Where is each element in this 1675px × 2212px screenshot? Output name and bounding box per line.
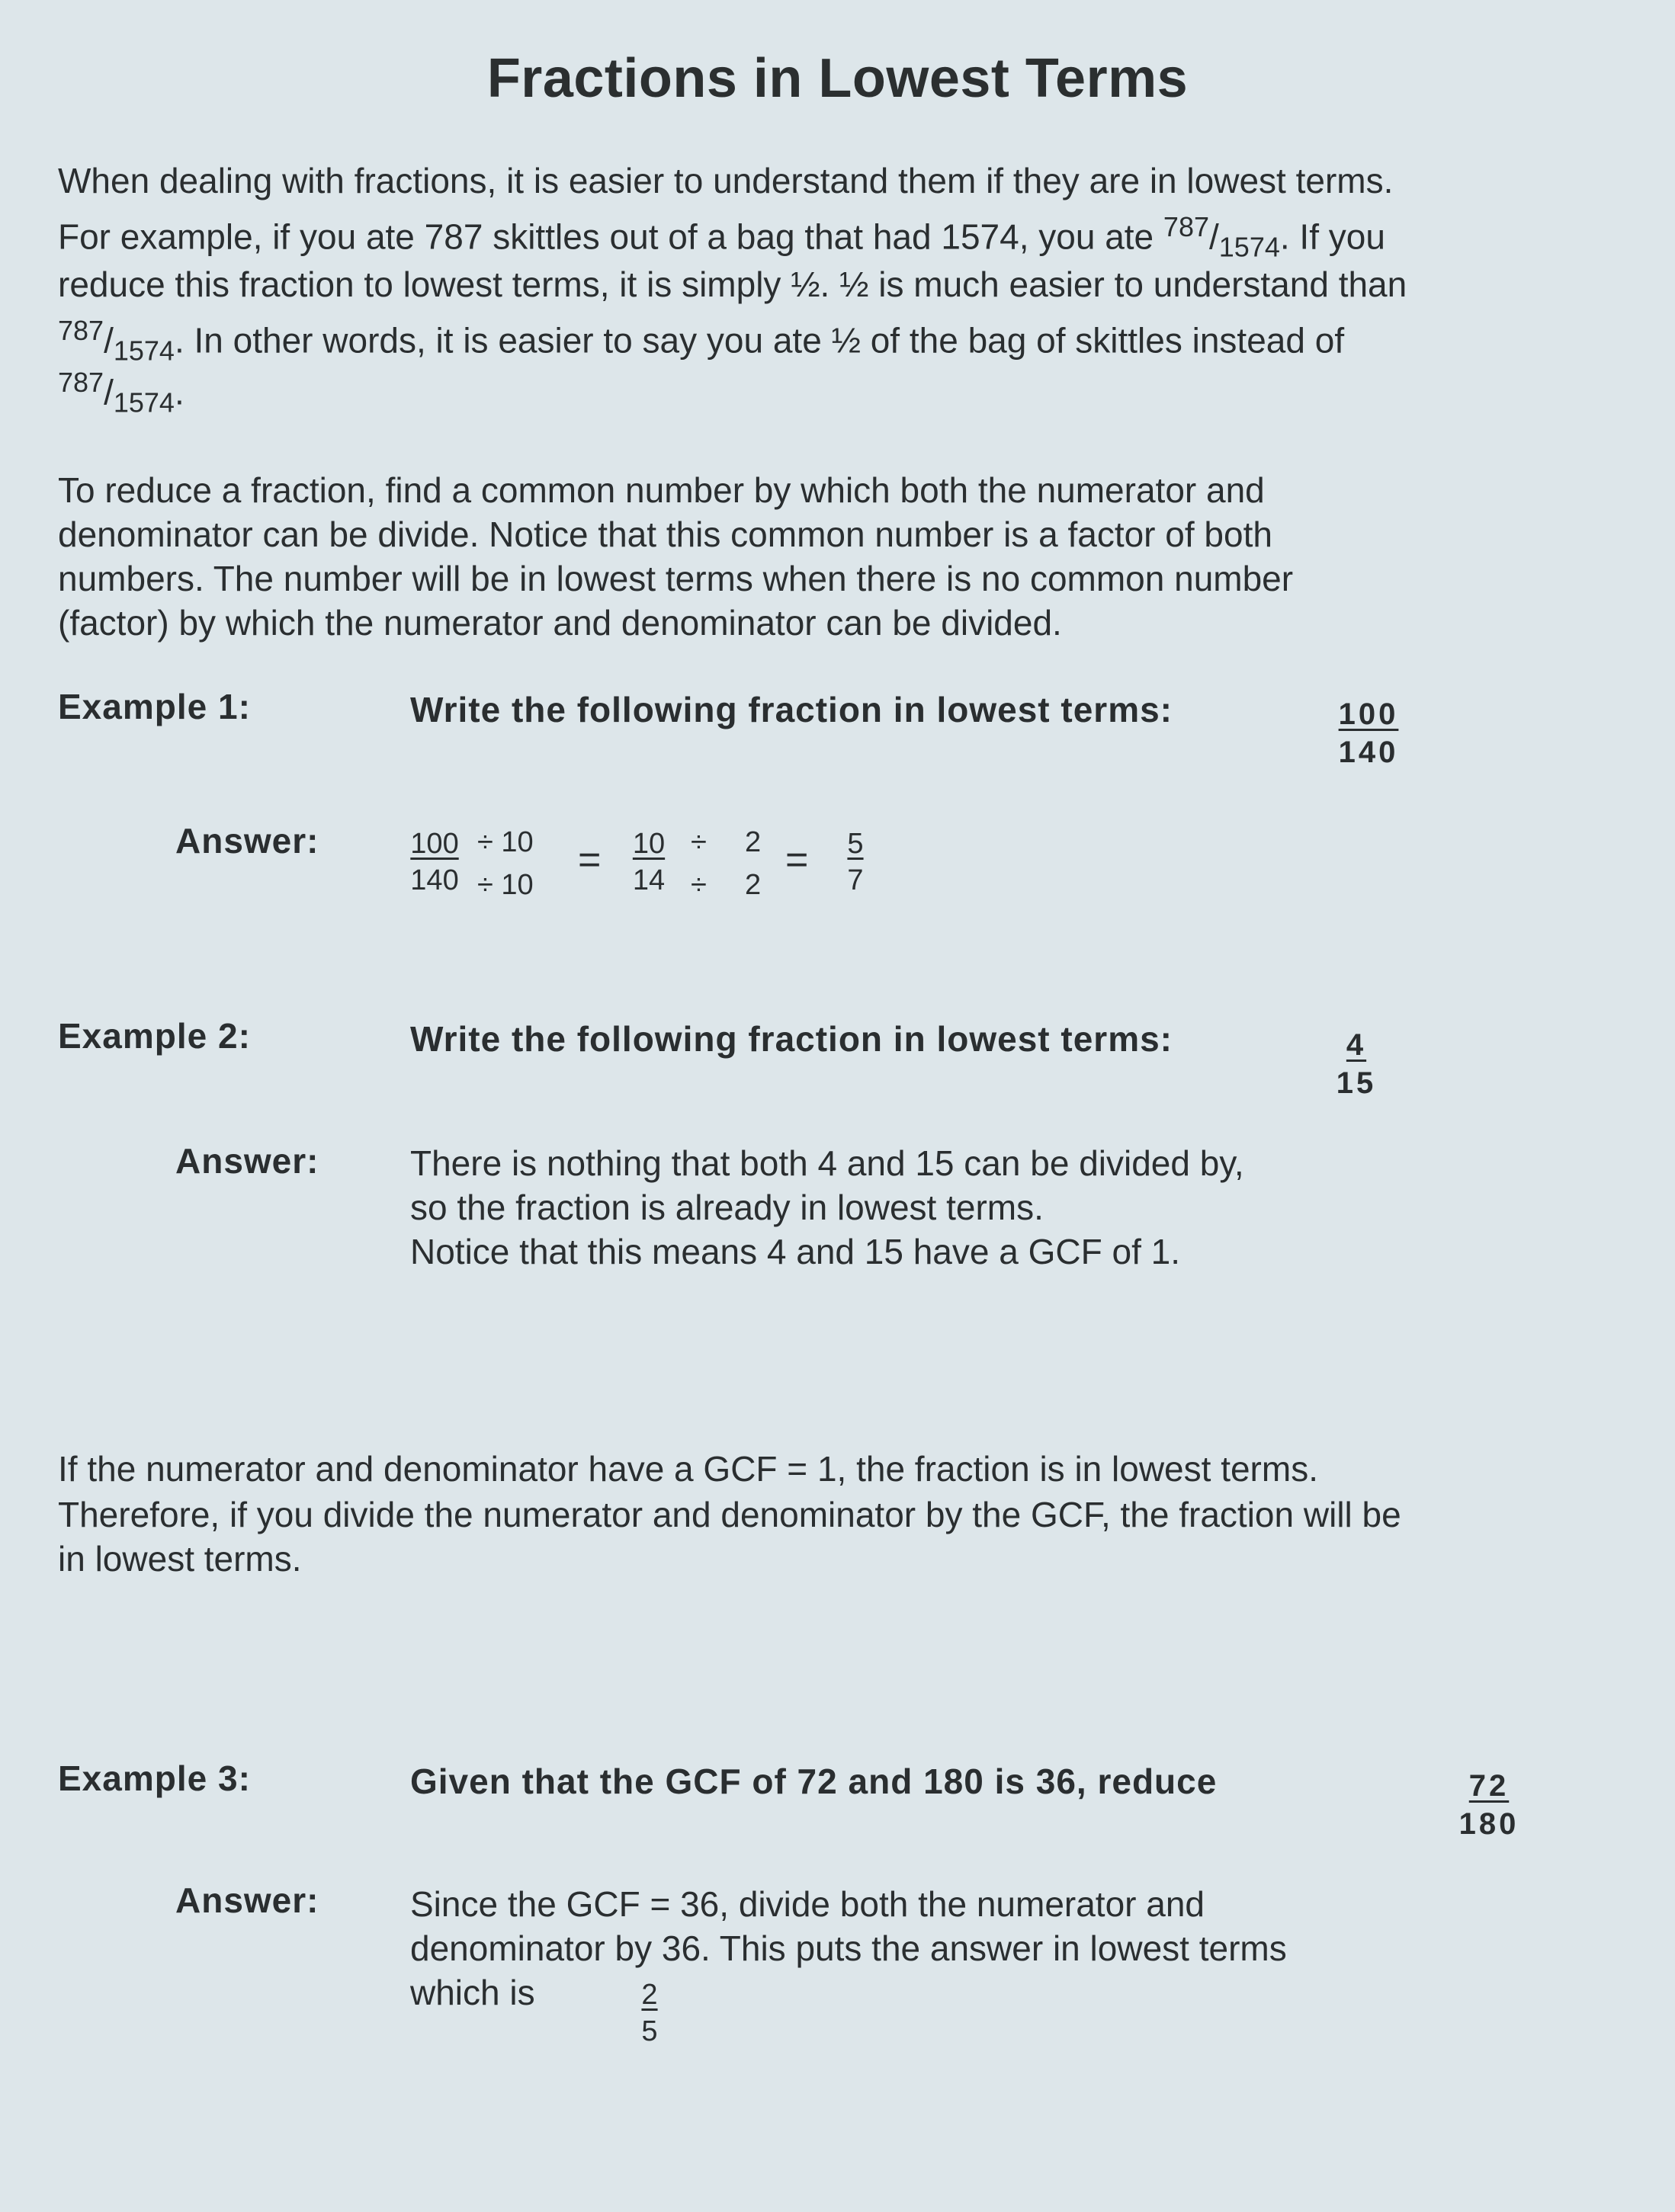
intro-line-4-slash: / <box>104 320 114 361</box>
example-2-answer-line-3: Notice that this means 4 and 15 have a GCF of 1. <box>410 1232 1181 1271</box>
intro-line-5-denominator: 1574 <box>113 386 175 418</box>
example-1-prompt: Write the following fraction in lowest terms: <box>410 690 1173 729</box>
example-1-result-fraction <box>840 826 871 899</box>
example-1-step2-denominator: 14 <box>632 864 666 896</box>
example-1-numerator: 100 <box>1338 697 1399 731</box>
gcf-line-1: If the numerator and denominator have a GCF = 1, the fraction is in lowest terms. <box>58 1449 1318 1489</box>
intro-line-4-text: . In other words, it is easier to say you ate ½ of the bag of skittles instead of <box>174 320 1345 361</box>
example-1-step1-numerator: 100 <box>410 828 459 860</box>
example-2-answer-label: Answer: <box>175 1141 319 1181</box>
example-1-step1-divisor-bottom: ÷ 10 <box>477 869 534 901</box>
intro-line-2-denominator: 1574 <box>1218 231 1280 263</box>
example-1-step2-divide-bottom: ÷ <box>691 869 707 901</box>
gcf-line-2: Therefore, if you divide the numerator and denominator by the GCF, the fraction will be <box>58 1495 1401 1534</box>
example-2-denominator: 15 <box>1336 1066 1377 1100</box>
intro-line-4 <box>58 314 1613 367</box>
example-2-answer-line-2: so the fraction is already in lowest terms. <box>410 1188 1044 1227</box>
example-1-step1-denominator: 140 <box>410 864 459 896</box>
example-1-equals-2: = <box>785 838 809 882</box>
reduce-line-4: (factor) by which the numerator and denominator can be divided. <box>58 603 1062 643</box>
example-1-denominator: 140 <box>1338 736 1399 769</box>
example-3-denominator: 180 <box>1458 1807 1519 1841</box>
example-3-answer-line-1: Since the GCF = 36, divide both the numerator and <box>410 1884 1205 1924</box>
example-1-step2-fraction <box>630 826 668 899</box>
gcf-line-3: in lowest terms. <box>58 1539 302 1579</box>
reduce-line-2: denominator can be divide. Notice that this common number is a factor of both <box>58 515 1272 554</box>
example-1-step2-divisor-bottom: 2 <box>745 869 762 901</box>
example-1-answer-label: Answer: <box>175 821 319 861</box>
intro-line-2-tail: . If you <box>1279 216 1385 257</box>
example-1-step2-divide-top: ÷ <box>691 826 707 858</box>
example-1-result-denominator: 7 <box>847 864 864 896</box>
example-1-result-numerator: 5 <box>847 828 864 860</box>
example-2-label: Example 2: <box>58 1016 251 1056</box>
intro-line-5-numerator: 787 <box>58 367 104 398</box>
example-1-step2-numerator: 10 <box>632 828 666 860</box>
example-3-numerator: 72 <box>1468 1769 1510 1803</box>
example-3-result-numerator: 2 <box>641 1979 658 2011</box>
intro-line-2-text: For example, if you ate 787 skittles out of a bag that had 1574, you ate <box>58 216 1154 257</box>
example-3-answer-line-3: which is <box>410 1973 535 2012</box>
intro-line-5-tail: . <box>174 372 185 412</box>
reduce-line-3: numbers. The number will be in lowest terms when there is no common number <box>58 559 1294 598</box>
example-3-label: Example 3: <box>58 1758 251 1798</box>
example-3-prompt: Given that the GCF of 72 and 180 is 36, reduce <box>410 1762 1218 1801</box>
intro-line-5-slash: / <box>104 372 114 412</box>
intro-line-2-numerator: 787 <box>1163 211 1209 242</box>
example-1-equals-1: = <box>578 838 602 882</box>
example-3-result-denominator: 5 <box>641 2015 658 2047</box>
intro-line-4-numerator: 787 <box>58 315 104 346</box>
page-title: Fractions in Lowest Terms <box>486 48 1189 109</box>
intro-line-1: When dealing with fractions, it is easier to understand them if they are in lowest terms. <box>58 161 1394 200</box>
example-2-fraction <box>1322 1026 1391 1102</box>
intro-line-2-slash: / <box>1209 216 1219 257</box>
intro-line-4-denominator: 1574 <box>113 335 175 367</box>
example-2-answer-line-1: There is nothing that both 4 and 15 can be divided by, <box>410 1143 1244 1183</box>
example-1-step2-divisor-top: 2 <box>745 826 762 858</box>
example-3-answer-line-2: denominator by 36. This puts the answer in lowest terms <box>410 1928 1287 1968</box>
reduce-line-1: To reduce a fraction, find a common number by which both the numerator and <box>58 470 1265 510</box>
example-1-fraction <box>1327 695 1410 771</box>
intro-line-2 <box>58 210 1613 264</box>
example-1-step1-divisor-top: ÷ 10 <box>477 826 534 858</box>
intro-line-3: reduce this fraction to lowest terms, it is simply ½. ½ is much easier to understand than <box>58 264 1407 304</box>
example-1-step1-fraction <box>406 826 464 899</box>
intro-line-5 <box>58 366 1613 419</box>
example-2-prompt: Write the following fraction in lowest terms: <box>410 1019 1173 1059</box>
example-2-numerator: 4 <box>1346 1028 1367 1062</box>
example-3-answer-label: Answer: <box>175 1880 319 1920</box>
example-3-fraction <box>1447 1767 1531 1843</box>
example-3-result-fraction <box>634 1977 665 2050</box>
example-1-label: Example 1: <box>58 687 251 726</box>
